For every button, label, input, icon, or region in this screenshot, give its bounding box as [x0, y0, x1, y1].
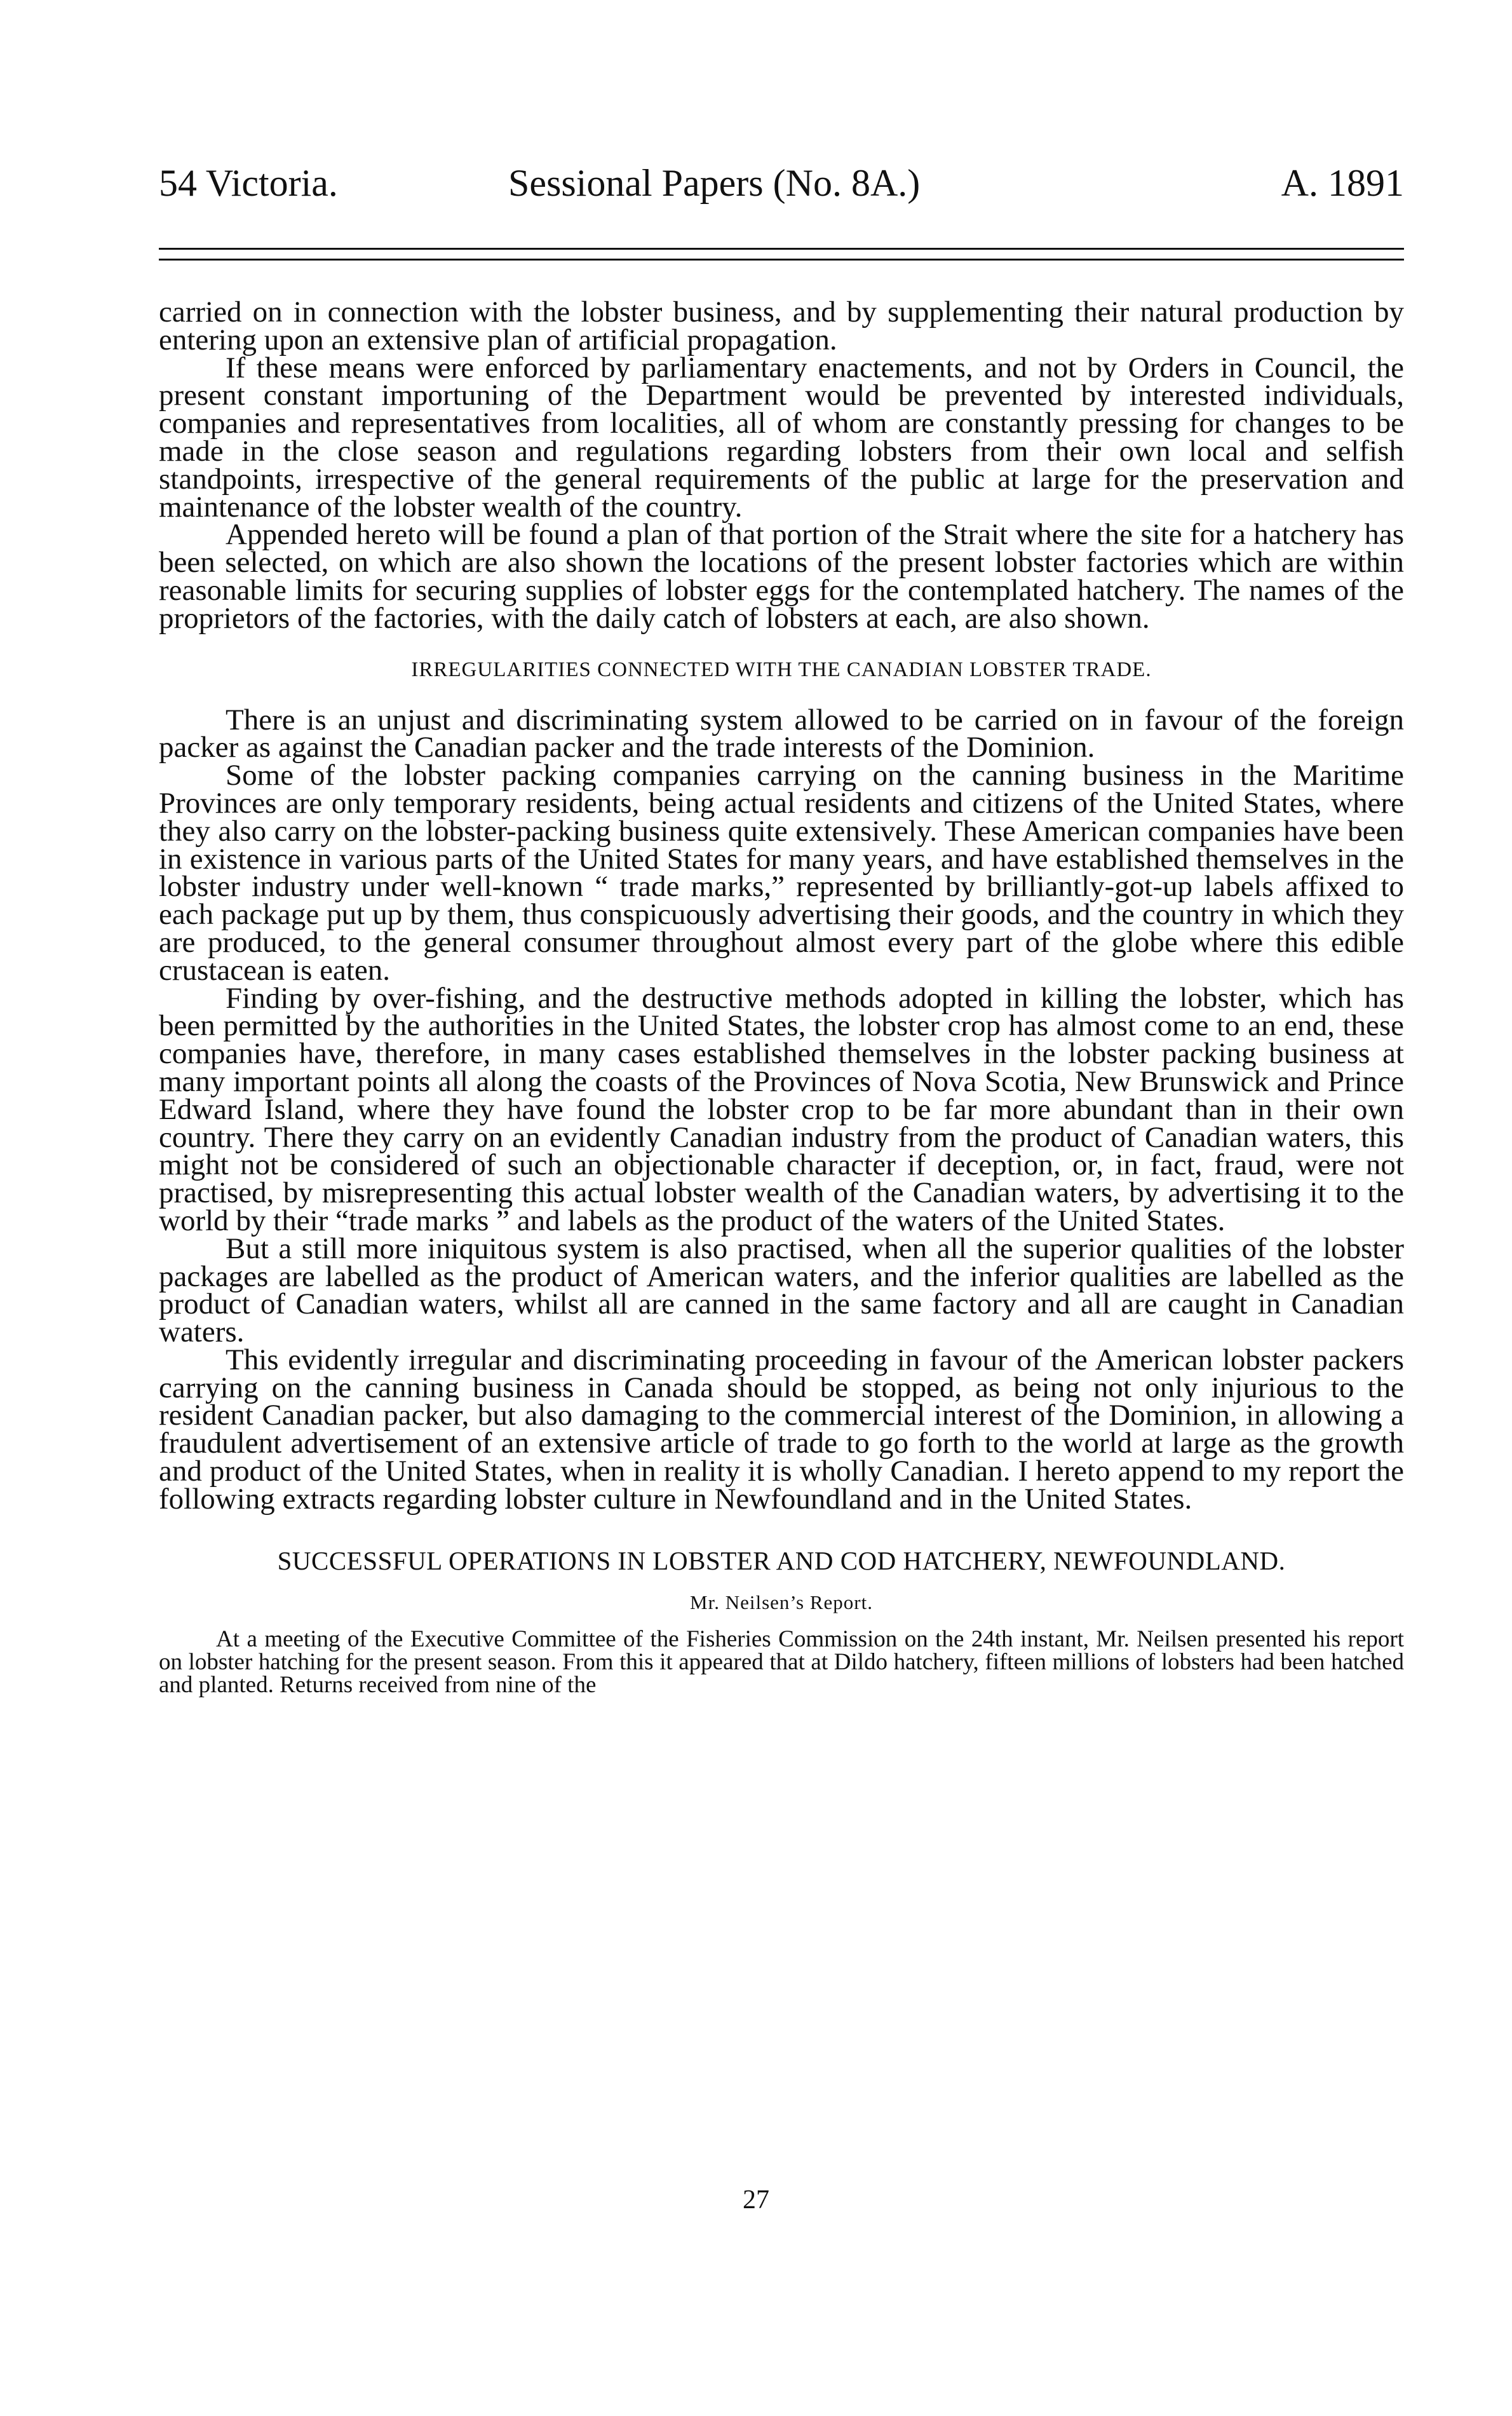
page-number: 27: [743, 2185, 769, 2215]
header-double-rule: [159, 248, 1404, 261]
main-text: [159, 295, 1404, 1698]
paragraph: This evidently irregular and discriminating proceeding in favour of the American lobster packers carrying on the canning business in Canada should be stopped, as being not only injurious to the resident Canadian packer, but also damaging to the commercial interest of the Dominion, in allowing a fraudulent advertisement of an extensive article of trade to go forth to the world at large as the growth and product of the United States, when in reality it is wholly Canadian. I hereto append to my report the following extracts regarding lobster culture in Newfoundland and in the United States.: [159, 1343, 1404, 1516]
header-sessional-papers: Sessional Papers (No. 8A.): [508, 162, 921, 204]
report-extract: [159, 1625, 1404, 1698]
paragraph: Some of the lobster packing companies carrying on the canning business in the Maritime Provinces are only temporary residents, being actual residents and citizens of the United States, where they also carry on the lobster-packing business quite extensively. These American companies have been in existence in various parts of the United States for many years, and have established themselves in the lobster industry under well-known “ trade marks,” represented by brilliantly-got-up labels affixed to each package put up by them, thus conspicuously advertising their goods, and the country in which they are produced, to the general consumer throughout almost every part of the globe where this edible crustacean is eaten.: [159, 759, 1404, 987]
header-rule-bottom: [159, 259, 1404, 261]
header-session: 54 Victoria.: [159, 162, 338, 204]
section-subheading-report: Mr. Neilsen’s Report.: [690, 1591, 873, 1613]
paragraph-small: At a meeting of the Executive Committee of the Fisheries Commission on the 24th instant, Mr. Neilsen presented his report on lobster hatching for the present season. From this it appeared that at Dildo hatchery, fifteen millions of lobsters had been hatched and planted. Returns received from nine of the: [159, 1625, 1404, 1698]
paragraph: Finding by over-fishing, and the destructive methods adopted in killing the lobster, which has been permitted by the authorities in the United States, the lobster crop has almost come to an end, these companies have, therefore, in many cases established themselves in the lobster packing business at many important points all along the coasts of the Provinces of Nova Scotia, New Brunswick and Prince Edward Island, where they have found the lobster crop to be far more abundant than in their own country. There they carry on an evidently Canadian industry from the product of Canadian waters, this might not be considered of such an objectionable character if deception, or, in fact, fraud, were not practised, by misrepresenting this actual lobster wealth of the Canadian waters, by advertising it to the world by their “trade marks ” and labels as the product of the waters of the United States.: [159, 981, 1404, 1237]
header-year: A. 1891: [1281, 162, 1404, 204]
paragraph-continued: carried on in connection with the lobster business, and by supplementing their natural production by entering upon an extensive plan of artificial propagation.: [159, 295, 1404, 356]
running-header: [159, 158, 1404, 208]
section-heading-hatchery: SUCCESSFUL OPERATIONS IN LOBSTER AND COD HATCHERY, NEWFOUNDLAND.: [277, 1545, 1286, 1575]
paragraph: Appended hereto will be found a plan of that portion of the Strait where the site for a hatchery has been selected, on which are also shown the locations of the present lobster factories which are within reasonable limits for securing supplies of lobster eggs for the contemplated hatchery. The names of the proprietors of the factories, with the daily catch of lobsters at each, are also shown.: [159, 518, 1404, 635]
section-heading-irregularities: IRREGULARITIES CONNECTED WITH THE CANADIAN LOBSTER TRADE.: [411, 658, 1152, 681]
paragraph: There is an unjust and discriminating system allowed to be carried on in favour of the foreign packer as against the Canadian packer and the trade interests of the Dominion.: [159, 703, 1404, 764]
header-rule-top: [159, 248, 1404, 250]
paragraph: But a still more iniquitous system is also practised, when all the superior qualities of the lobster packages are labelled as the product of American waters, and the inferior qualities are labelled as the product of Canadian waters, whilst all are canned in the same factory and all are caught in Canadian waters.: [159, 1232, 1404, 1349]
paragraph: If these means were enforced by parliamentary enactements, and not by Orders in Council, the present constant importuning of the Department would be prevented by interested individuals, companies and representatives from localities, all of whom are constantly pressing for changes to be made in the close season and regulations regarding lobsters from their own local and selfish standpoints, irrespective of the general requirements of the public at large for the preservation and maintenance of the lobster wealth of the country.: [159, 351, 1404, 524]
